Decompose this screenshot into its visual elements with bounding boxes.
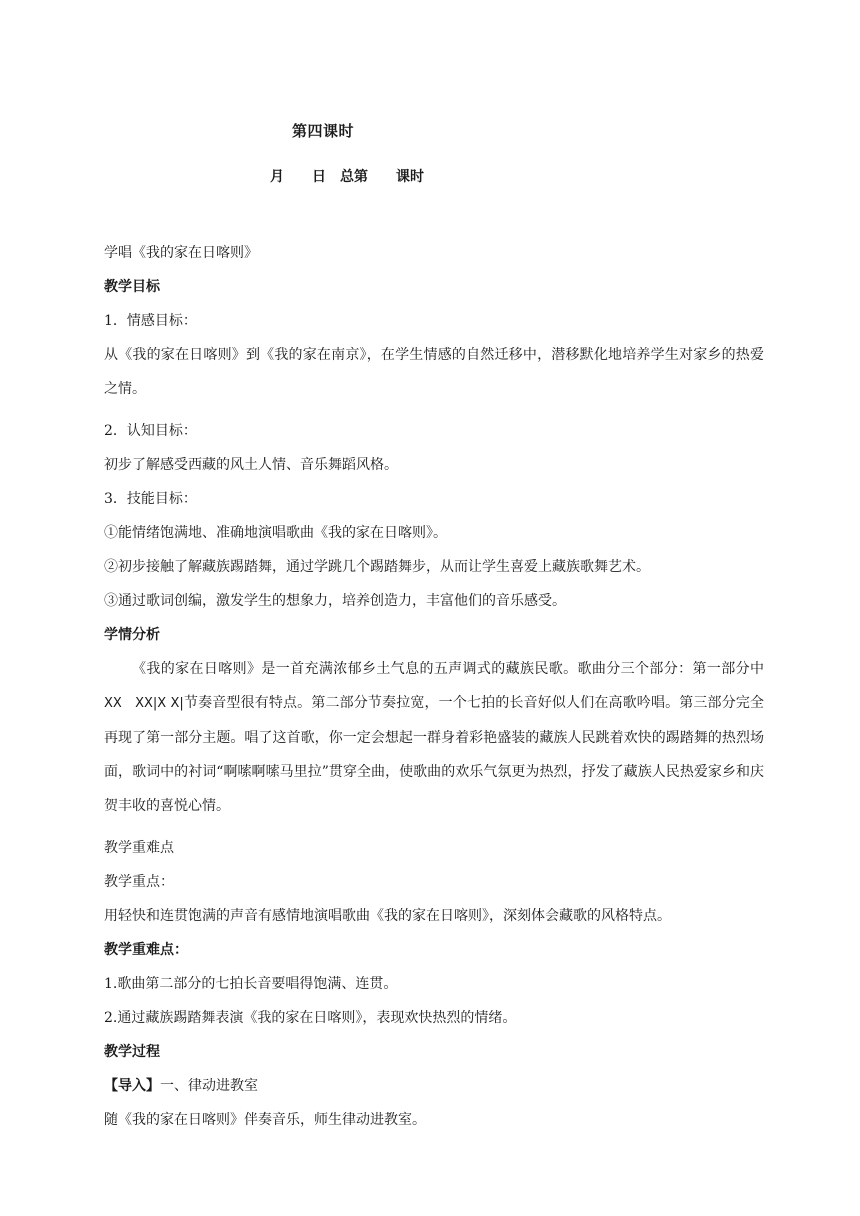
intro-tag: 【导入】 — [104, 1078, 160, 1094]
dateline: 月 日 总第 课时 — [270, 169, 424, 185]
difficulty-1: 1.歌曲第二部分的七拍长音要唱得饱满、连贯。 — [104, 976, 398, 992]
goal3-label: 3．技能目标： — [104, 491, 197, 507]
key-points-heading: 教学重难点 — [104, 840, 174, 856]
analysis-heading: 学情分析 — [104, 627, 160, 643]
difficulty-2: 2.通过藏族踢踏舞表演《我的家在日喀则》，表现欢快热烈的情绪。 — [104, 1010, 517, 1026]
analysis-text-b: 节奏音型很有特点。第二部分节奏拉宽，一个七拍的长音好似人们在高歌吟唱。第三部分完全再现了第一部分主题。唱了这首歌，你一定会想起一群身着彩艳盛装的藏族人民跳着欢快的踢踏舞的热烈场面，歌词中的衬词“啊嗦啊嗦马里拉”贯穿全曲，使歌曲的欢乐气氛更为热烈，抒发了藏族人民热爱家乡和庆贺丰收的喜悦心情。 — [104, 695, 765, 814]
intro-detail: 随《我的家在日喀则》伴奏音乐，师生律动进教室。 — [104, 1112, 426, 1128]
skill1: ①能情绪饱满地、准确地演唱歌曲《我的家在日喀则》。 — [104, 525, 447, 541]
difficulty-heading: 教学重难点： — [104, 942, 188, 958]
intro-text: 一、律动进教室 — [160, 1078, 258, 1094]
goal2-text: 初步了解感受西藏的风土人情、音乐舞蹈风格。 — [104, 457, 398, 473]
analysis-paragraph — [104, 652, 764, 823]
goal1-text: 从《我的家在日喀则》到《我的家在南京》，在学生情感的自然迁移中，潜移默化地培养学生对家乡的热爱之情。 — [104, 347, 764, 397]
key-text: 用轻快和连贯饱满的声音有感情地演唱歌曲《我的家在日喀则》，深刻体会藏歌的风格特点。 — [104, 908, 671, 924]
rhythm-notation: XX XX|X X| — [104, 696, 184, 711]
document-body — [104, 243, 764, 1144]
skill2: ②初步接触了解藏族踢踏舞，通过学跳几个踢踏舞步，从而让学生喜爱上藏族歌舞艺术。 — [104, 559, 650, 575]
key-label: 教学重点： — [104, 874, 174, 890]
analysis-text-a: 《我的家在日喀则》是一首充满浓郁乡土气息的五声调式的藏族民歌。歌曲分三个部分：第一部分中 — [132, 661, 764, 677]
goal1-label: 1．情感目标： — [104, 313, 197, 329]
goals-heading: 教学目标 — [104, 279, 160, 295]
lesson-title: 第四课时 — [292, 122, 355, 140]
process-heading: 教学过程 — [104, 1044, 160, 1060]
goal2-label: 2．认知目标： — [104, 423, 197, 439]
skill3: ③通过歌词创编，激发学生的想象力，培养创造力，丰富他们的音乐感受。 — [104, 593, 566, 609]
intro-line — [104, 1076, 764, 1096]
song-line: 学唱《我的家在日喀则》 — [104, 245, 258, 261]
